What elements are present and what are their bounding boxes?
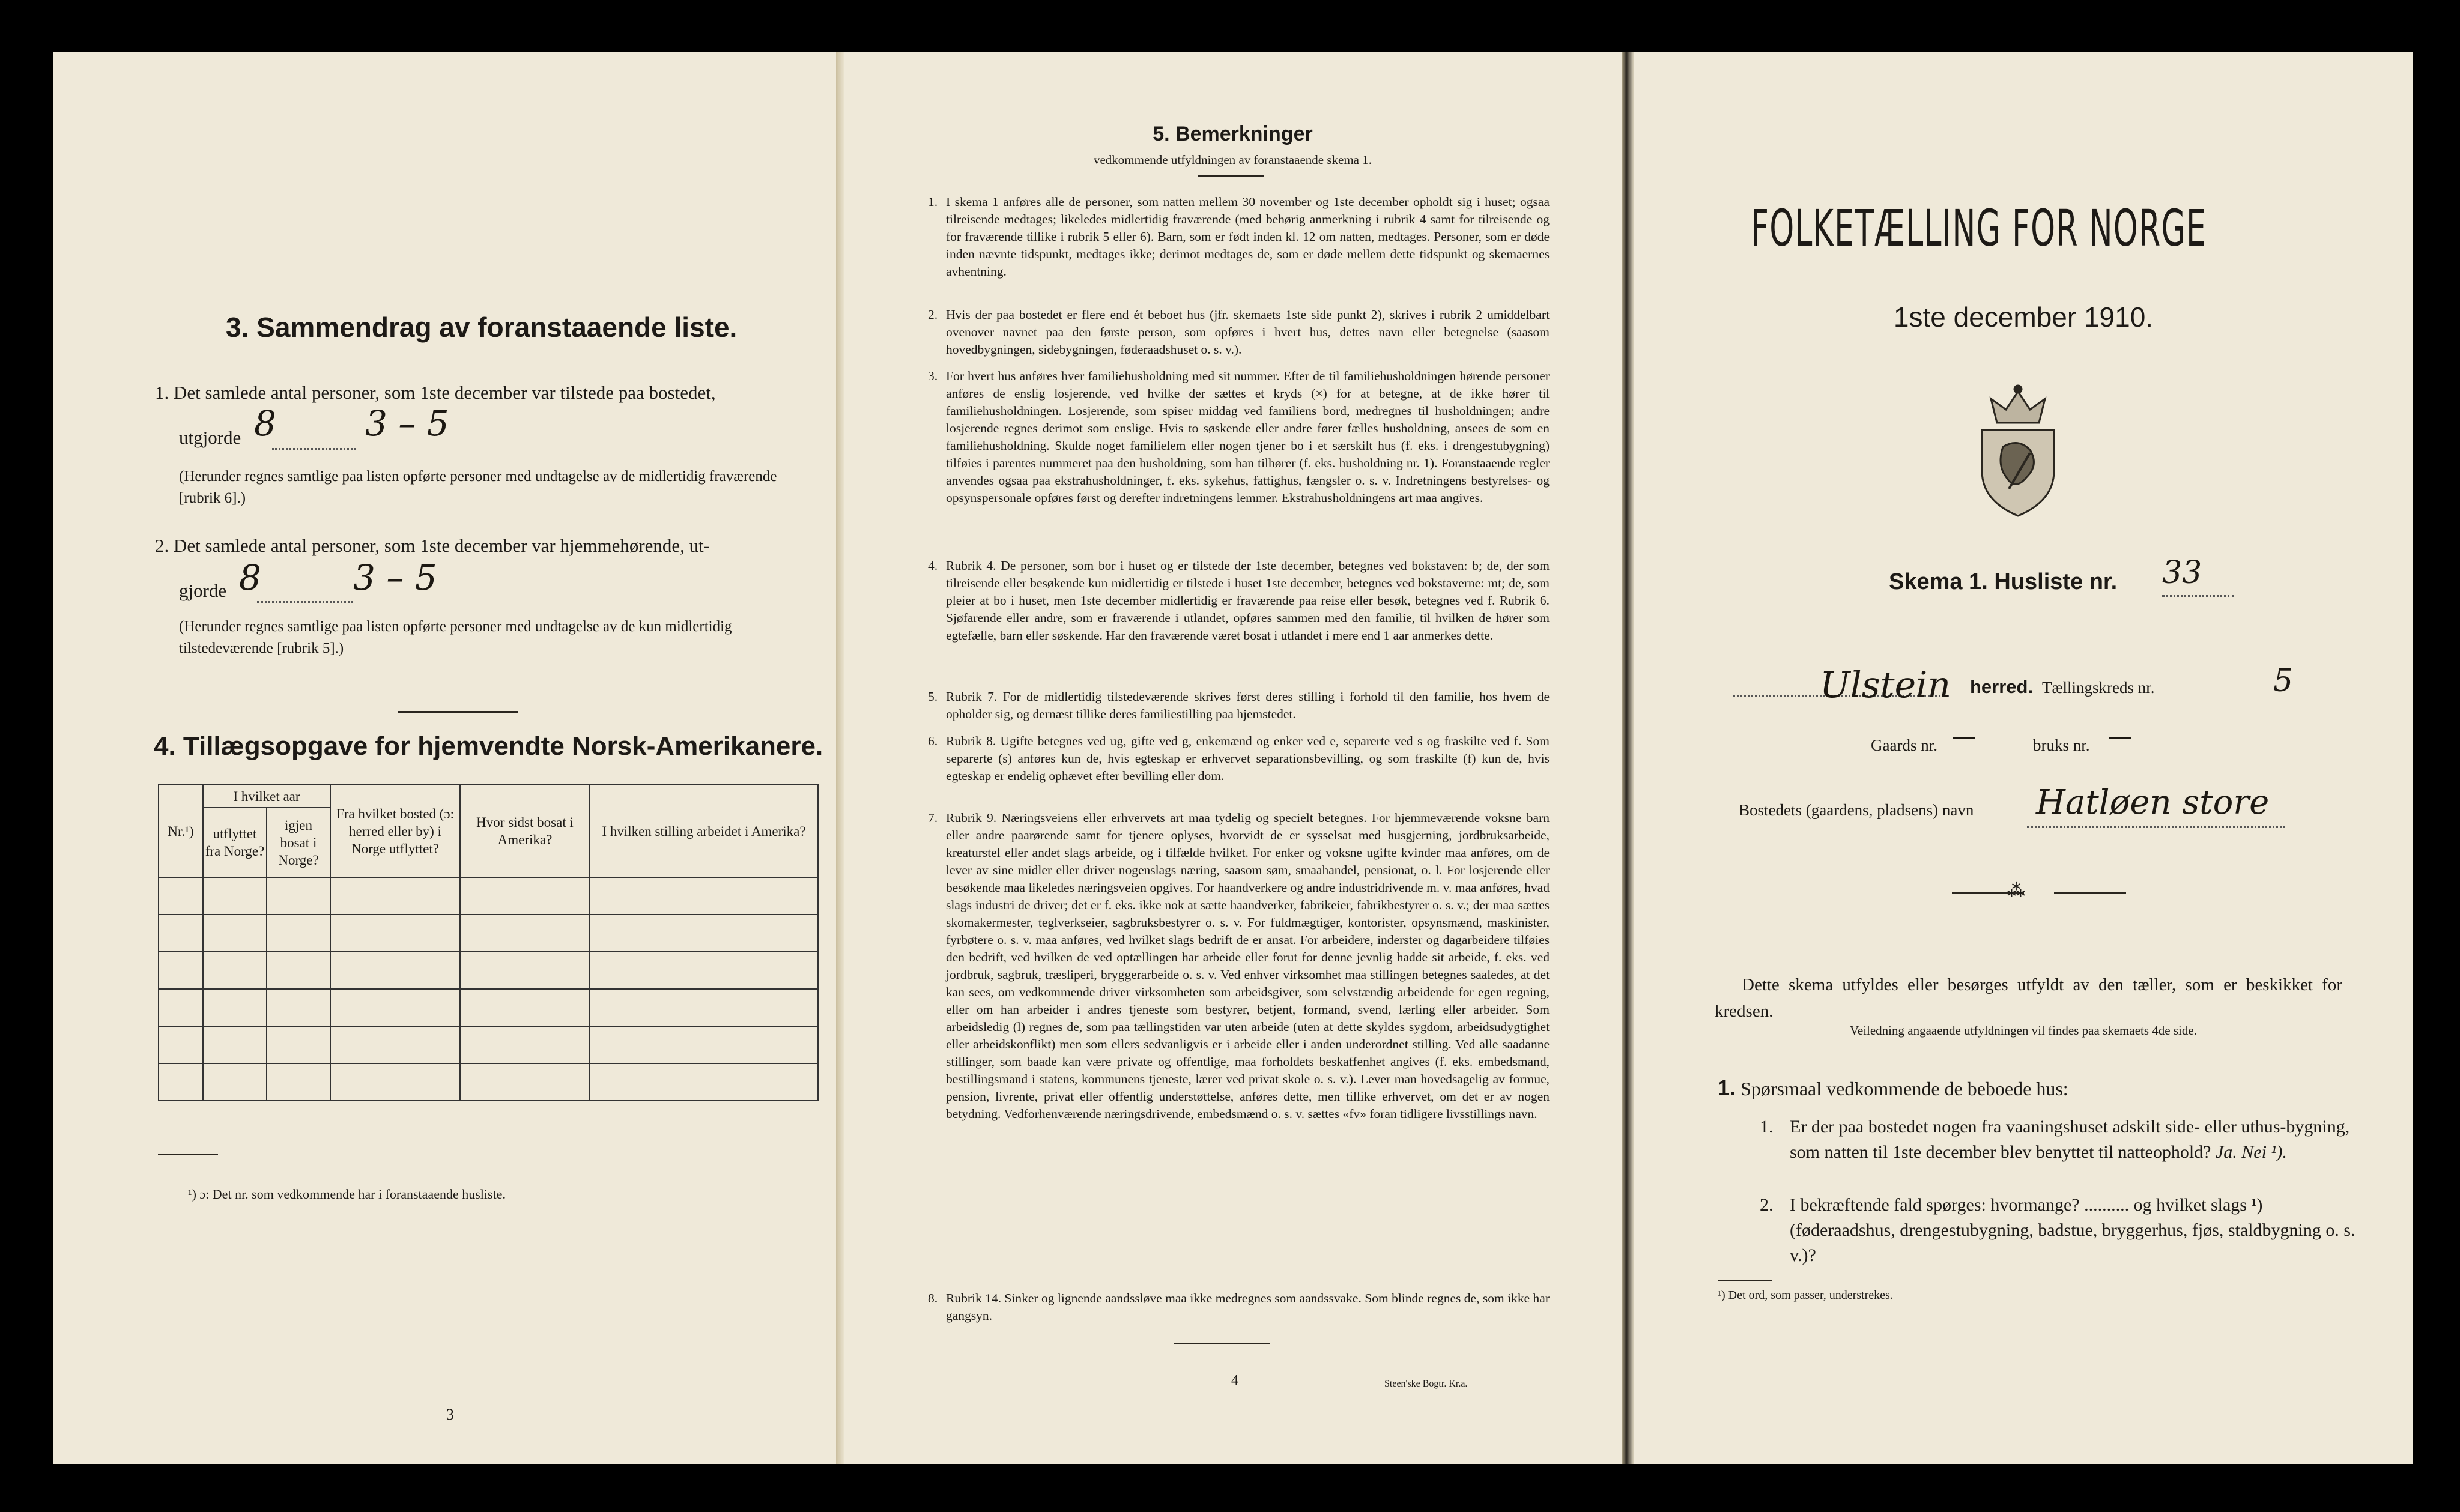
- item2-gjorde: gjorde: [179, 580, 227, 601]
- remark-item-2: 2. Hvis der paa bostedet er flere end ét beboet hus (jfr. skemaets 1ste side punkt 2), skrives i rubrik 2 umiddelbart ovenover navnet paa den første person, som opføres i hvert hus, dettes navn eller betegnelse (saasom hovedbygningen, sidebygningen, føderaadshuset o. s. v.).: [928, 307, 1550, 357]
- table-row: [159, 989, 818, 1026]
- item1-number: 1.: [155, 382, 169, 403]
- table-row: [159, 915, 818, 952]
- printer-mark: Steen'ske Bogtr. Kr.a.: [1384, 1379, 1468, 1389]
- end-rule: [1174, 1343, 1270, 1344]
- page-number: 3: [446, 1406, 454, 1423]
- herred-label: herred.: [1970, 676, 2034, 697]
- item2-hand-breakdown: 3 – 5: [353, 557, 437, 598]
- fold-shadow: [1622, 52, 1634, 1464]
- bruks-label: bruks nr.: [2033, 736, 2090, 754]
- section3-item2: [155, 532, 810, 560]
- col-emigrated-header: utflyttet fra Norge?: [203, 808, 267, 877]
- ornament-icon: ⁂: [2007, 881, 2025, 901]
- bosted-dots: [2027, 826, 2285, 828]
- col-from-header: Fra hvilket bosted (ɔ: herred eller by) i Norge utflyttet?: [330, 785, 460, 877]
- remarks-title: 5. Bemerkninger: [1153, 122, 1313, 145]
- remark-item-6: 6. Rubrik 8. Ugifte betegnes ved ug, gifte ved g, enkemænd og enker ved e, separerte ved s og fraskilte ved f. Som separerte (s) anføres kun de, hvis egteskap er erhvervet separationsbevilling, og som fraskilte (f) kun de, hvis egteskap er endelig ophævet efter bevilling eller dom.: [928, 734, 1550, 783]
- remark-item-4: 4. Rubrik 4. De personer, som bor i huset og er tilstede der 1ste december, betegnes ved bokstaven: b; de, der som tilreisende eller besøkende kun midlertidig er tilstede i huset 1ste december, betegnes ved bokstaverne: mt; de, som pleier at bo i huset, men 1ste december midlertidig er fraværende paa reise eller besøk, betegnes ved f. Rubrik 6. Sjøfarende eller andre, som er fraværende i utlandet, opføres sammen med den familie, til hvilken de hører som egtefælle, barn eller søskende. Har den fraværende været bosat i utlandet i mere end 1 aar anmerkes dette.: [928, 558, 1550, 643]
- col-group-header: I hvilket aar: [203, 785, 330, 808]
- subtitle-rule: [1198, 175, 1264, 177]
- col-work-header: I hvilken stilling arbeidet i Amerika?: [590, 785, 818, 877]
- questions-heading: 1. Spørsmaal vedkommende de beboede hus:: [1718, 1075, 2068, 1100]
- main-title: FOLKETÆLLING FOR NORGE: [1751, 199, 2207, 258]
- table-row: [159, 952, 818, 989]
- husliste-dots: [2162, 595, 2234, 597]
- norsk-amerikanere-table: [158, 784, 819, 1101]
- herred-name: Ulstein: [1820, 664, 1951, 706]
- item2-note: (Herunder regnes samtlige paa listen opførte personer med undtagelse av de kun midlertidig tilstedeværende [rubrik 5].): [179, 618, 732, 656]
- section3-title: 3. Sammendrag av foranstaaende liste.: [226, 312, 738, 343]
- item2-hand-count: 8: [239, 557, 261, 598]
- census-date: 1ste december 1910.: [1893, 301, 2154, 333]
- remark-item-1: 1. I skema 1 anføres alle de personer, som natten mellem 30 november og 1ste december opholdt sig i huset; ogsaa tilreisende medtages; likeledes midlertidig fraværende (med behørig anmerkning i rubrik 4 samt for tilreisende og for fraværende tillike i rubrik 5 eller 6). Barn, som er født inden kl. 12 om natten, medtages. Personer, som er døde inden nævnte tidspunkt, medtages ikke; derimot medtages de, som er døde mellem dette tidspunkt og skemaernes avhentning.: [928, 195, 1550, 279]
- item1-note: (Herunder regnes samtlige paa listen opførte personer med undtagelse av de midlertidig fraværende [rubrik 6].): [179, 468, 777, 506]
- page-number: 4: [1231, 1373, 1238, 1388]
- page-left: [53, 52, 837, 1464]
- remark-item-5: 5. Rubrik 7. For de midlertidig tilstedeværende skrives først deres stilling i forhold til den familie, hos hvem de opholder sig, og dernæst tillike deres familiestilling paa hjemstedet.: [928, 689, 1550, 721]
- divider: [398, 711, 518, 713]
- col-nr-header: Nr.¹): [159, 785, 203, 877]
- q1-answer: Ja. Nei ¹).: [2215, 1142, 2287, 1162]
- veiledning: Veiledning angaaende utfyldningen vil findes paa skemaets 4de side.: [1850, 1023, 2197, 1038]
- col-returned-header: igjen bosat i Norge?: [267, 808, 330, 877]
- remark-item-8: 8. Rubrik 14. Sinker og lignende aandssløve maa ikke medregnes som aandssvake. Som blinde regnes de, som ikke har gangsyn.: [928, 1291, 1550, 1323]
- bosted-name: Hatløen store: [2036, 783, 2270, 822]
- table-footnote: ¹) ɔ: Det nr. som vedkommende har i foranstaaende husliste.: [188, 1187, 506, 1202]
- footnote-rule: [158, 1154, 218, 1155]
- remark-item-7: 7. Rubrik 9. Næringsveiens eller erhvervets art maa tydelig og specielt betegnes. For hjemmeværende voksne barn eller andre paarørende samt for tjenere oplyses, hvorvidt de er sysselsat med husgjerning, jordbruksarbeide, kreaturstel eller andet slags arbeide, og i tilfælde hvilket. For enker og voksne ugifte kvinder maa anføres, om de lever av sine midler eller driver nogenslags næring, saasom søm, smaahandel, pensionat, o. l. For losjerende eller besøkende maa likeledes næringsveien opgives. For haandverkere og andre industridrivende m. v. maa anføres, hvad slags industri de driver; det er f. eks. ikke nok at sætte haandverker, fabrikeier, fabrikbestyrer o. s. v.; der maa sættes skomakermester, teglverkseier, sagbruksbestyrer o. s. v. For fuldmægtiger, kontorister, opsynsmænd, maskinister, fyrbøtere o. s. v. maa anføres, ved hvilket slags bedrift de er ansat. For arbeidere, inderster og dagarbeidere tilføies den bedrift, ved hvilken de ved optællingen har arbeide eller forut for denne jevnlig hadde sit arbeide, f. eks. ved jordbruk, sagbruk, træsliperi, bryggerarbeide o. s. v. Ved enhver virksomhet maa stillingen betegnes saaledes, at det kan sees, om vedkommende driver virksomheten som arbeidsgiver, som selvstændig arbeidende for egen regning, eller om han arbeider i andres tjeneste som bestyrer, betjent, formand, svend, lærling eller arbeider. Som arbeidsledig (l) regnes de, som paa tællingstiden var uten arbeide (uten at dette skyldes sygdom, arbeidsudygtighet eller arbeidskonflikt) men som ellers sedvanligvis er i arbeide eller i anden underordnet stilling. Ved alle saadanne stillinger, som baade kan være private og offentlige, maa forholdets beskaffenhet angives (f. eks. embedsmand, bestillingsmand i statens, kommunens tjeneste, lærer ved privat skole o. s. v.). Lever man hovedsagelig av formue, pension, livrente, privat eller offentlig understøttelse, anføres dette, men tillike erhvervet, om det er av nogen betydning. Vedforhenværende næringsdrivende, embedsmænd o. s. v. sættes «fv» foran tidligere livsstillings navn.: [928, 811, 1550, 1121]
- page-right: [1634, 52, 2413, 1464]
- col-america-header: Hvor sidst bosat i Amerika?: [460, 785, 590, 877]
- item1-hand-breakdown: 3 – 5: [365, 403, 449, 444]
- section4-title: 4. Tillægsopgave for hjemvendte Norsk-Amerikanere.: [154, 731, 823, 761]
- kreds-nr: 5: [2273, 663, 2294, 699]
- skema-label: Skema 1. Husliste nr.: [1889, 569, 2118, 594]
- footnote-rule: [1718, 1280, 1772, 1281]
- table-row: [159, 1026, 818, 1063]
- item1-dots: [272, 448, 356, 450]
- ornament-rule-right: [2054, 892, 2126, 894]
- intro-text: Dette skema utfyldes eller besørges utfyldt av den tæller, som er beskikket for kredsen.: [1715, 975, 2342, 1021]
- bosted-label: Bostedets (gaardens, pladsens) navn: [1739, 801, 1974, 819]
- husliste-nr: 33: [2162, 555, 2202, 591]
- question-1: 1. Er der paa bostedet nogen fra vaaningshuset adskilt side- eller uthus-bygning, som natten til 1ste december blev benyttet til natteophold? Ja. Nei ¹).: [1760, 1117, 2350, 1162]
- coat-of-arms-icon: [1973, 381, 2063, 519]
- remarks-subtitle: vedkommende utfyldningen av foranstaaende skema 1.: [1093, 153, 1372, 167]
- page-middle: [844, 52, 1622, 1464]
- item2-number: 2.: [155, 535, 169, 556]
- gaards-nr: —: [1952, 723, 1976, 751]
- item1-text: Det samlede antal personer, som 1ste december var tilstede paa bostedet,: [174, 382, 716, 403]
- remark-item-3: 3. For hvert hus anføres hver familiehusholdning med sit nummer. Efter de til familiehusholdningen hørende personer anføres de enslig losjerende, ved hvilke der sættes et kryds (×) for at betegne, at de ikke hører til familiehusholdningen. Losjerende, som spiser middag ved familiens bord, medregnes til husholdningen; andre losjerende regnes derimot som enslige. Hvis to søskende eller andre fører fælles husholdning, ansees de som en familiehusholdning. Skulde noget familielem eller nogen tjener bo i et særskilt hus (f. eks. i drengestubygning) tilføies i parentes nummeret paa den husholdning, som han tilhører (f. eks. husholdning nr. 1). Foranstaaende regler anvendes ogsaa paa ekstrahusholdninger, f. eks. sykehus, fattighus, fængsler o. s. v. Indretningens bestyrelses- og opsynspersonale opføres først og derefter indretningens lemmer. Ekstrahusholdningens art maa angives.: [928, 369, 1550, 505]
- table-row: [159, 1063, 818, 1101]
- item1-hand-count: 8: [254, 403, 276, 444]
- kreds-label: Tællingskreds nr.: [2042, 679, 2155, 697]
- gaards-label: Gaards nr.: [1871, 736, 1937, 754]
- bruks-nr: —: [2108, 723, 2132, 751]
- question-2: 2. I bekræftende fald spørges: hvormange? .......... og hvilket slags ¹) (føderaadshus, drengestubygning, badstue, bryggerhus, fjøs, staldbygning o. s. v.)?: [1760, 1195, 2355, 1265]
- item2-text: Det samlede antal personer, som 1ste december var hjemmehørende, ut-: [174, 535, 710, 556]
- table-row: [159, 877, 818, 915]
- section3-item1: [155, 379, 810, 407]
- item2-dots: [257, 601, 353, 603]
- page3-footnote: ¹) Det ord, som passer, understrekes.: [1718, 1289, 1893, 1302]
- item1-utgjorde: utgjorde: [179, 427, 241, 448]
